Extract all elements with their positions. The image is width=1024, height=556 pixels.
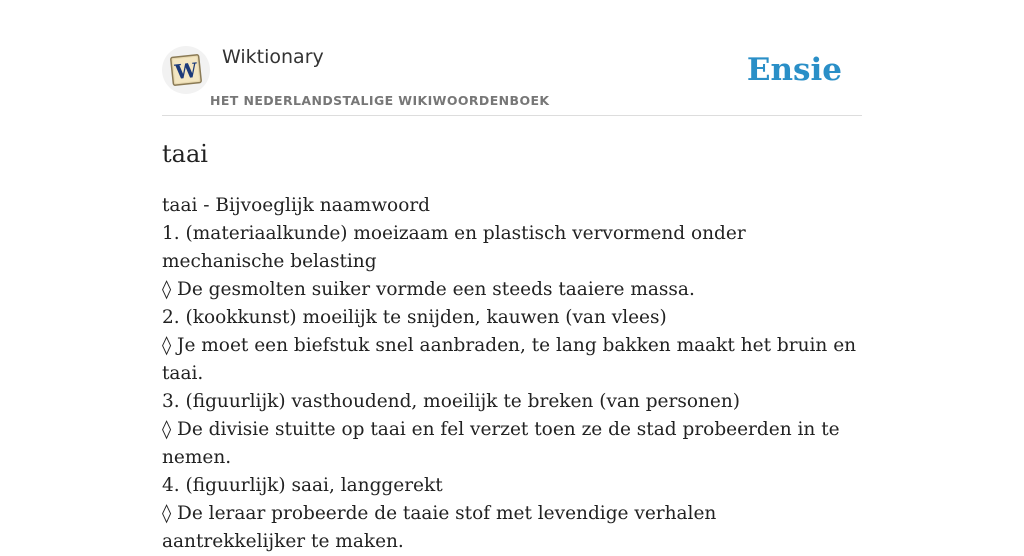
- sense-2: 2. (kookkunst) moeilijk te snijden, kauwen (van vlees): [162, 307, 667, 328]
- site-header: [162, 0, 862, 116]
- site-tagline: HET NEDERLANDSTALIGE WIKIWOORDENBOEK: [210, 93, 550, 108]
- ensie-brand-link[interactable]: Ensie: [746, 52, 842, 88]
- definition-body: [162, 192, 862, 556]
- site-name[interactable]: Wiktionary: [222, 46, 324, 68]
- example-2: ◊ Je moet een biefstuk snel aanbraden, te lang bakken maakt het bruin en taai.: [162, 335, 857, 384]
- example-4: ◊ De leraar probeerde de taaie stof met levendige verhalen aantrekkelijker te maken.: [162, 503, 717, 552]
- definition-heading: taai - Bijvoeglijk naamwoord: [162, 195, 431, 216]
- entry-title: taai: [162, 140, 208, 168]
- sense-1: 1. (materiaalkunde) moeizaam en plastisch vervormend onder mechanische belasting: [162, 223, 746, 272]
- example-1: ◊ De gesmolten suiker vormde een steeds taaiere massa.: [162, 279, 695, 300]
- wiktionary-logo-icon[interactable]: [162, 46, 210, 94]
- sense-3: 3. (figuurlijk) vasthoudend, moeilijk te breken (van personen): [162, 391, 740, 412]
- example-3: ◊ De divisie stuitte op taai en fel verzet toen ze de stad probeerden in te nemen.: [162, 419, 840, 468]
- wiktionary-tile-icon: [167, 51, 205, 89]
- sense-4: 4. (figuurlijk) saai, langgerekt: [162, 475, 443, 496]
- logo-letter: W: [173, 57, 199, 85]
- page: [162, 0, 862, 552]
